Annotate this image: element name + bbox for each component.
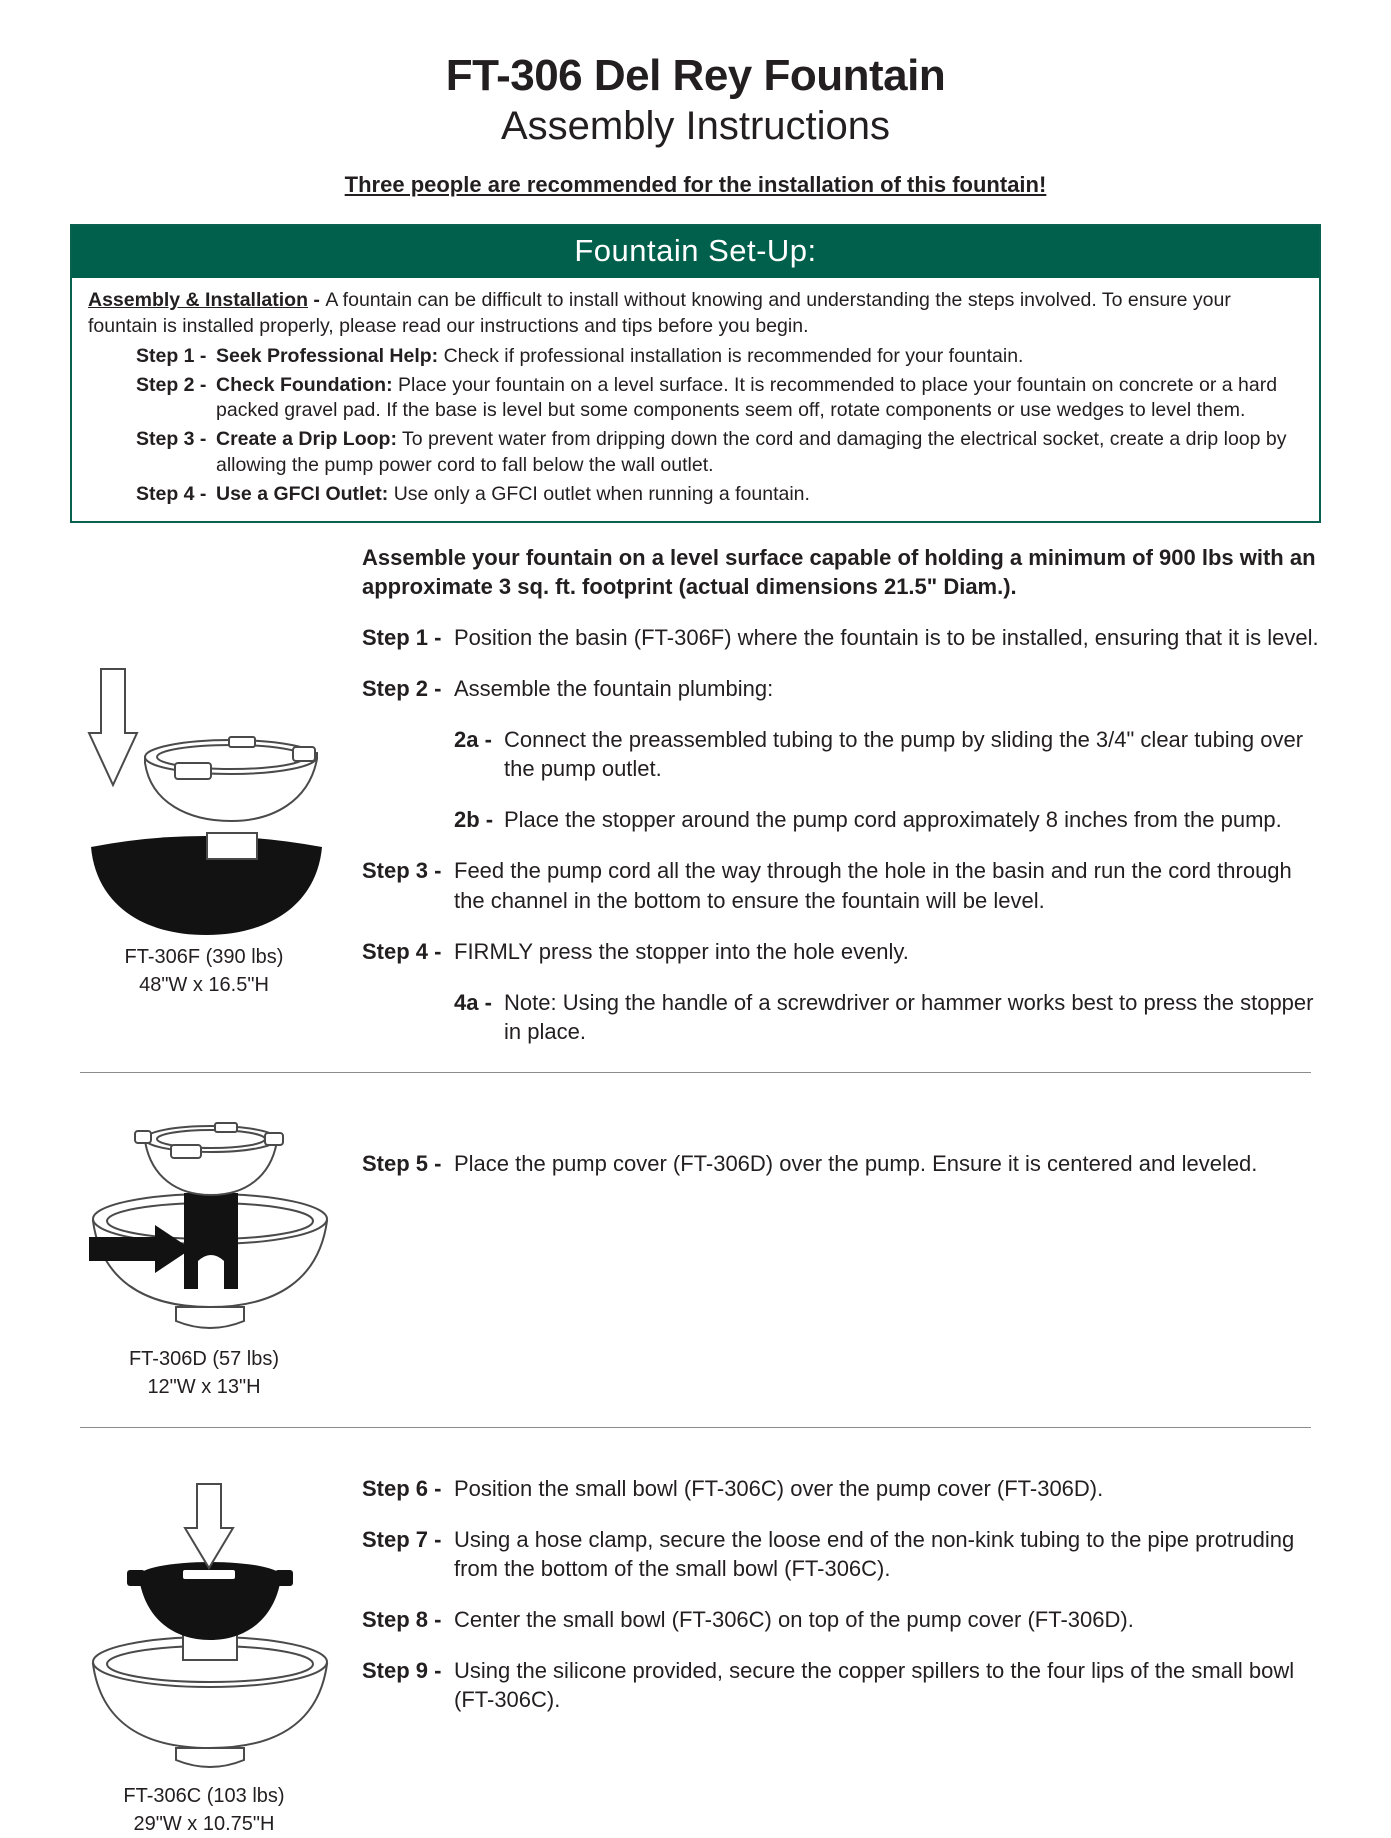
- setup-step-3-bold: Create a Drip Loop:: [216, 428, 397, 451]
- down-arrow-icon: [89, 669, 137, 785]
- step-4a: [454, 988, 1321, 1046]
- step-4-text: FIRMLY press the stopper into the hole evenly.: [454, 938, 909, 964]
- figure-small-bowl-caption: [123, 1782, 284, 1838]
- step-2b-label: 2b -: [454, 807, 494, 833]
- figure-basin-caption-line1: FT-306F (390 lbs): [124, 946, 284, 969]
- step-8-label: Step 8 -: [362, 1606, 442, 1632]
- figure-basin-caption: [125, 943, 284, 999]
- section-basin: [70, 543, 1321, 1045]
- step-2-label: Step 2 -: [362, 676, 442, 702]
- step-3-label: Step 3 -: [362, 858, 442, 884]
- basin-assembly-graphic: [79, 645, 329, 937]
- setup-step-4-bold: Use a GFCI Outlet:: [216, 482, 389, 505]
- step-7-text: Using a hose clamp, secure the loose end of the non-kink tubing to the pipe protruding from the bottom of the small bowl (FT-306C).: [454, 1526, 1295, 1581]
- step-4a-label: 4a -: [454, 989, 492, 1015]
- step-9: [362, 1656, 1321, 1714]
- setup-step-2-label: Step 2 -: [136, 373, 207, 396]
- figure-small-bowl-caption-line1: FT-306C (103 lbs): [123, 1784, 285, 1807]
- setup-step-3-label: Step 3 -: [136, 428, 207, 451]
- setup-step-4-label: Step 4 -: [136, 482, 207, 505]
- step-8-text: Center the small bowl (FT-306C) on top of the pump cover (FT-306D).: [454, 1606, 1134, 1632]
- step-7-label: Step 7 -: [362, 1526, 442, 1552]
- setup-steps-list: [136, 344, 1303, 507]
- figure-pump-cover-caption-line1: FT-306D (57 lbs): [128, 1347, 280, 1370]
- setup-box-body: [72, 278, 1319, 521]
- step-5-label: Step 5 -: [362, 1150, 442, 1176]
- assembly-intro: Assemble your fountain on a level surface capable of holding a minimum of 900 lbs with an approximate 3 sq. ft. footprint (actual dimensions 21.5" Diam.).: [362, 545, 1316, 600]
- step-9-label: Step 9 -: [362, 1657, 442, 1683]
- step-1-text: Position the basin (FT-306F) where the fountain is to be installed, ensuring that it is level.: [454, 625, 1319, 651]
- step-7: [362, 1525, 1321, 1583]
- figure-small-bowl: [79, 1476, 329, 1838]
- setup-intro-paragraph: [88, 288, 1303, 339]
- step-2-text: Assemble the fountain plumbing:: [454, 676, 774, 702]
- small-bowl-outline: [135, 1123, 283, 1195]
- small-bowl-assembly-graphic: [79, 1476, 329, 1776]
- setup-step-1: [136, 344, 1303, 370]
- step-8: [362, 1605, 1321, 1634]
- step-6-text: Position the small bowl (FT-306C) over the pump cover (FT-306D).: [454, 1475, 1104, 1501]
- step-6-label: Step 6 -: [362, 1475, 442, 1501]
- step-2a: [454, 725, 1321, 783]
- setup-step-2-bold: Check Foundation:: [216, 373, 393, 396]
- setup-intro-text: A fountain can be difficult to install without knowing and understanding the steps involved. To ensure your fountain is installed properly, please read our instructions and tips before you begin.: [88, 289, 1231, 338]
- setup-step-1-bold: Seek Professional Help:: [216, 344, 439, 367]
- fountain-setup-box: [70, 224, 1321, 523]
- pump-cover-figure-column: [70, 1073, 338, 1401]
- setup-intro-lead: Assembly & Installation: [88, 289, 308, 312]
- step-5: [362, 1149, 1321, 1178]
- step-1-label: Step 1 -: [362, 625, 442, 651]
- step-4a-text: Note: Using the handle of a screwdriver or hammer works best to press the stopper in place.: [504, 989, 1314, 1044]
- step-6: [362, 1474, 1321, 1503]
- step-3: [362, 856, 1321, 914]
- small-bowl-figure-column: [70, 1428, 338, 1838]
- pump-cover-shape: [184, 1193, 238, 1289]
- figure-basin-caption-line2: 48"W x 16.5"H: [139, 974, 269, 997]
- step-5-text: Place the pump cover (FT-306D) over the pump. Ensure it is centered and leveled.: [454, 1150, 1258, 1176]
- setup-step-4: [136, 482, 1303, 508]
- title-block: [70, 52, 1321, 198]
- step-9-text: Using the silicone provided, secure the copper spillers to the four lips of the small bowl (FT-306C).: [454, 1657, 1295, 1712]
- step-2a-text: Connect the preassembled tubing to the pump by sliding the 3/4" clear tubing over the pump outlet.: [504, 727, 1304, 782]
- small-bowl-shape: [127, 1562, 293, 1640]
- step-2a-label: 2a -: [454, 727, 492, 753]
- setup-intro-dash: -: [307, 289, 326, 312]
- setup-box-header: Fountain Set-Up:: [72, 226, 1319, 278]
- setup-step-2: [136, 373, 1303, 424]
- figure-pump-cover-caption-line2: 12"W x 13"H: [147, 1375, 261, 1398]
- step-2b: [454, 805, 1321, 834]
- figure-pump-cover: [79, 1101, 329, 1401]
- setup-step-1-label: Step 1 -: [136, 344, 207, 367]
- section-pump-cover: [70, 1073, 1321, 1401]
- step-4-label: Step 4 -: [362, 938, 442, 964]
- pump-cover-assembly-graphic: [79, 1101, 329, 1339]
- setup-step-3-text: To prevent water from dripping down the cord and damaging the electrical socket, create a drip loop by allowing the pump power cord to fall below the wall outlet.: [216, 428, 1287, 476]
- setup-step-4-text: Use only a GFCI outlet when running a fountain.: [388, 482, 810, 505]
- step-2b-text: Place the stopper around the pump cord approximately 8 inches from the pump.: [504, 807, 1282, 833]
- basin-figure-column: [70, 543, 338, 1045]
- page-subtitle: Assembly Instructions: [500, 104, 891, 149]
- section-basin-text: [338, 543, 1321, 1045]
- page-title: FT-306 Del Rey Fountain: [445, 51, 946, 100]
- section-small-bowl: [70, 1428, 1321, 1838]
- down-arrow-icon: [185, 1484, 233, 1568]
- recommendation-notice: Three people are recommended for the installation of this fountain!: [344, 172, 1047, 198]
- figure-pump-cover-caption: [129, 1345, 279, 1401]
- figure-small-bowl-caption-line2: 29"W x 10.75"H: [133, 1812, 275, 1835]
- step-3-text: Feed the pump cord all the way through the hole in the basin and run the cord through the channel in the bottom to ensure the fountain will be level.: [454, 858, 1292, 913]
- setup-step-3: [136, 427, 1303, 478]
- step-2: [362, 674, 1321, 703]
- setup-step-2-text: Place your fountain on a level surface. It is recommended to place your fountain on concrete or a hard packed gravel pad. If the base is level but some components seem off, rotate components or use wedges to level them.: [216, 373, 1278, 422]
- section-pump-cover-text: [338, 1073, 1321, 1401]
- figure-basin: [79, 645, 329, 999]
- section-small-bowl-text: [338, 1428, 1321, 1838]
- step-1: [362, 623, 1321, 652]
- setup-step-1-text: Check if professional installation is recommended for your fountain.: [438, 344, 1024, 367]
- step-4: [362, 937, 1321, 966]
